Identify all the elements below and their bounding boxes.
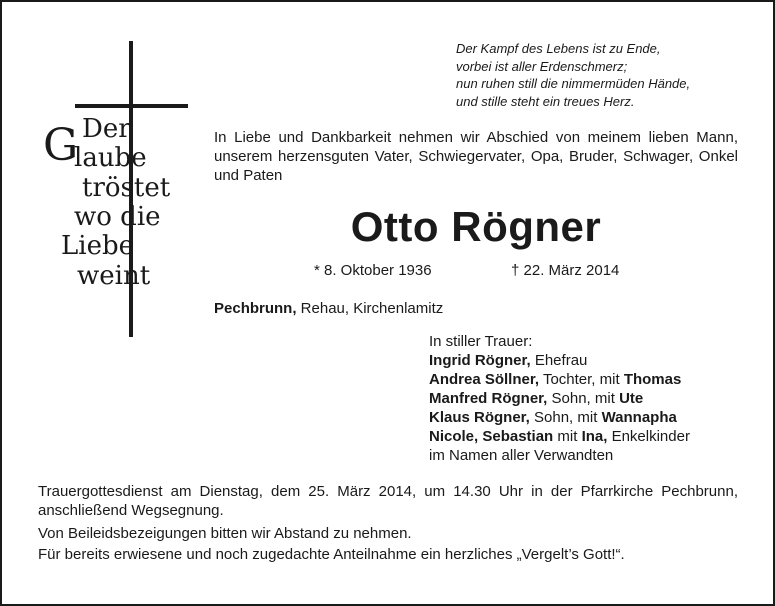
motto-glaube-rest: laube <box>74 143 147 173</box>
mourners-heading: In stiller Trauer: <box>429 333 533 350</box>
poem-line: nun ruhen still die nimmermüden Hände, <box>456 76 691 91</box>
motto-der: Der <box>82 114 131 144</box>
deceased-name: Otto Rögner <box>350 203 602 250</box>
place-main: Pechbrunn, <box>214 300 297 317</box>
thanks-note: Für bereits erwiesene und noch zugedachte Anteilnahme ein herzliches „Vergelt’s Gott!“. <box>38 546 625 563</box>
mourner-row: Manfred Rögner, Sohn, mit Ute <box>429 390 644 407</box>
cross-icon-horizontal-bar <box>75 104 188 108</box>
motto-glaube-initial: G <box>43 120 79 171</box>
birth-date: * 8. Oktober 1936 <box>314 262 432 279</box>
mourner-row: Nicole, Sebastian mit Ina, Enkelkinder <box>429 428 690 445</box>
mourner-row: Ingrid Rögner, Ehefrau <box>429 352 588 369</box>
condolences-note: Von Beileidsbezeigungen bitten wir Abstand zu nehmen. <box>38 525 412 542</box>
mourner-row: Klaus Rögner, Sohn, mit Wannapha <box>429 409 677 426</box>
places <box>214 299 443 318</box>
mourner-row: Andrea Söllner, Tochter, mit Thomas <box>429 371 682 388</box>
poem-line: vorbei ist aller Erdenschmerz; <box>456 58 628 74</box>
intro-text: In Liebe und Dankbarkeit nehmen wir Abschied von meinem lieben Mann, unserem herzensguten Vater, Schwiegervater, Opa, Bruder, Schwager, Onkel und Paten <box>214 129 738 184</box>
poem-line: Der Kampf des Lebens ist zu Ende, <box>456 41 661 56</box>
poem-line: und stille steht ein treues Herz. <box>456 93 635 109</box>
poem <box>456 40 690 110</box>
motto-liebe: Liebe <box>61 231 134 261</box>
place-others: Rehau, Kirchenlamitz <box>296 300 444 317</box>
death-date: † 22. März 2014 <box>511 262 620 279</box>
motto-troestet: tröstet <box>82 173 171 203</box>
motto-weint: weint <box>77 261 151 291</box>
mourners-list <box>429 332 690 465</box>
motto-wo-die: wo die <box>74 202 161 232</box>
mourners-closing: im Namen aller Verwandten <box>429 447 614 464</box>
service-info: Trauergottesdienst am Dienstag, dem 25. März 2014, um 14.30 Uhr in der Pfarrkirche Pechbrunn, anschließend Wegsegnung. <box>38 483 738 519</box>
